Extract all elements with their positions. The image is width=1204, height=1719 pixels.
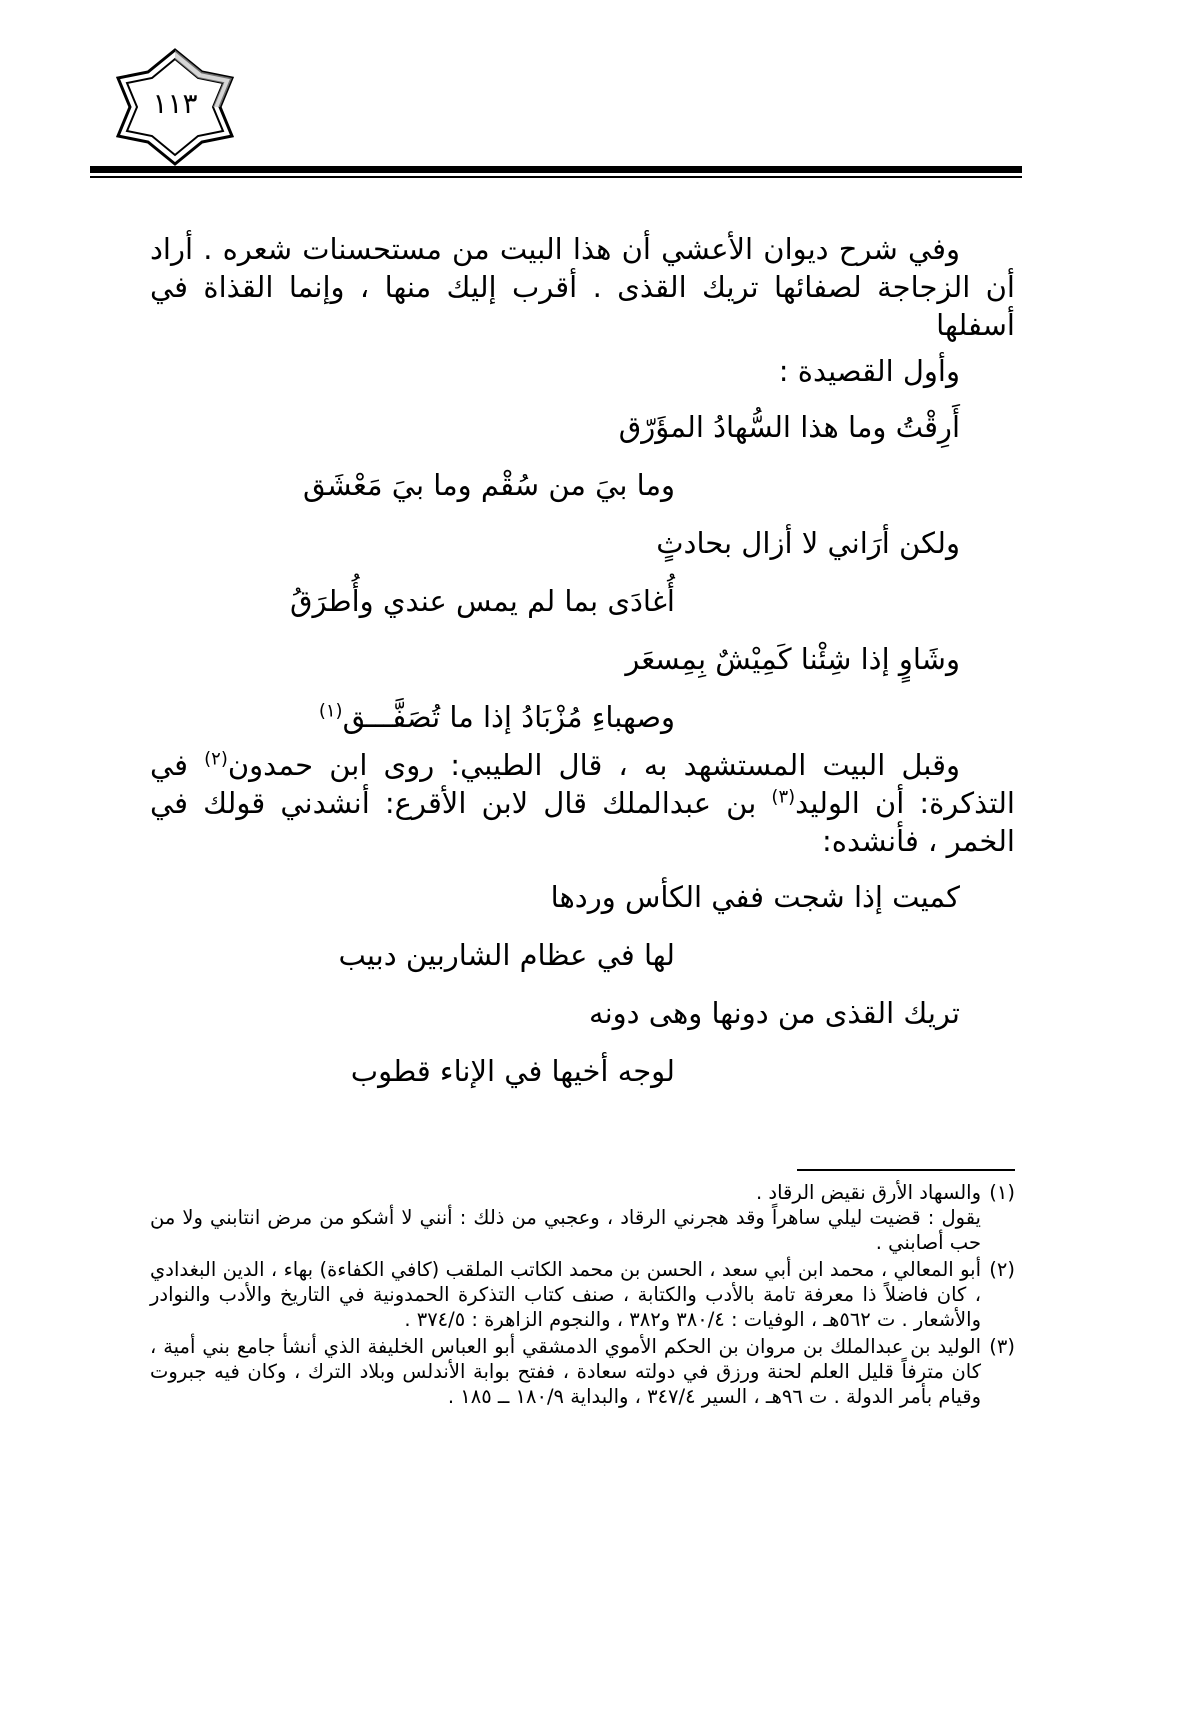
verse-line	[150, 926, 1015, 984]
verse-hemistich: لوجه أخيها في الإناء قطوب	[350, 1054, 675, 1088]
footnote-text: أبو المعالي ، محمد ابن أبي سعد ، الحسن بن محمد الكاتب الملقب (كافي الكفاءة) بهاء ، الدين البغدادي ، كان فاضلاً ذا معرفة تامة بالأدب والكتابة ، صنف كتاب التذكرة الحمدونية في التاريخ والأدب والنوادر والأشعار . ت ٥٦٢هـ ، الوفيات : ٣٨٠/٤ و٣٨٢ ، والنجوم الزاهرة : ٣٧٤/٥ .	[150, 1258, 981, 1331]
verse-line	[150, 984, 1015, 1042]
paragraph-text: في التذكرة: أن الوليد	[150, 748, 1015, 820]
verse-hemistich: لها في عظام الشاربين دبيب	[338, 938, 675, 972]
page-number: ١١٣	[152, 87, 198, 120]
footnote	[150, 1334, 1015, 1409]
verse-hemistich: تريك القذى من دونها وهى دونه	[589, 996, 960, 1030]
verse-hemistich: وشَاوٍ إذا شِئْنا كَمِيْشٌ بِمِسعَر	[625, 642, 960, 676]
verse-line	[150, 630, 1015, 688]
footnote	[150, 1180, 1015, 1255]
verse-line	[150, 1042, 1015, 1100]
verse-line	[150, 868, 1015, 926]
footnote-ref: (١)	[318, 700, 343, 722]
footnote-number: (٢)	[989, 1258, 1015, 1281]
poem	[150, 868, 1015, 1100]
paragraph-text: وقبل البيت المستشهد به ، قال الطيبي: روى ابن حمدون	[227, 748, 960, 782]
verse-hemistich: أَرِقْتُ وما هذا السُّهادُ المؤَرّق	[618, 410, 960, 444]
verse-hemistich: وما بيَ من سُقْم وما بيَ مَعْشَق	[302, 468, 675, 502]
paragraph-text: بن عبدالملك قال لابن الأقرع: أنشدني قولك في الخمر ، فأنشده:	[150, 786, 1015, 858]
verse-line	[150, 688, 1015, 746]
header-rule-thick	[90, 166, 1022, 173]
footnote-number: (١)	[989, 1181, 1015, 1204]
page-number-badge	[110, 42, 240, 172]
footnote-text: يقول : قضيت ليلي ساهراً وقد هجرني الرقاد ، وعجبي من ذلك : أنني لا أشكو من مرض انتابني ولا من حب أصابني .	[150, 1206, 981, 1254]
verse-text: وصهباءِ مُزْبَادُ إذا ما تُصَفَّـــق	[342, 700, 675, 734]
footnotes	[150, 1180, 1015, 1411]
footnote-separator	[797, 1169, 1015, 1171]
verse-hemistich: كميت إذا شجت ففي الكأس وردها	[550, 880, 960, 914]
paragraph: وفي شرح ديوان الأعشي أن هذا البيت من مستحسنات شعره . أراد أن الزجاجة لصفائها تريك القذى . أقرب إليك منها ، وإنما القذاة في أسفلها	[150, 232, 1015, 342]
verse-line	[150, 398, 1015, 456]
footnote-text: الوليد بن عبدالملك بن مروان بن الحكم الأموي الدمشقي أبو العباس الخليفة الذي أنشأ جامع بني أمية ، كان مترفاً قليل العلم لحنة ورزق في دولته سعادة ، ففتح بوابة الأندلس وبلاد الترك ، وكان فيه جبروت وقيام بأمر الدولة . ت ٩٦هـ ، السير ٣٤٧/٤ ، والبداية ١٨٠/٩ ــ ١٨٥ .	[150, 1335, 981, 1408]
verse-line	[150, 572, 1015, 630]
paragraph	[150, 746, 1015, 860]
verse-hemistich: أُغادَى بما لم يمس عندي وأُطرَقُ	[289, 584, 675, 618]
verse-line	[150, 456, 1015, 514]
paragraph: وأول القصيدة :	[778, 354, 960, 388]
header-rule-thin	[90, 176, 1022, 178]
verse-hemistich	[319, 688, 675, 746]
footnote-text: والسهاد الأرق نقيض الرقاد .	[756, 1181, 981, 1204]
footnote-ref: (٣)	[771, 786, 796, 808]
footnote-ref: (٢)	[204, 748, 228, 770]
footnote-number: (٣)	[989, 1335, 1015, 1358]
verse-hemistich: ولكن أرَاني لا أزال بحادثٍ	[656, 526, 960, 560]
verse-line	[150, 514, 1015, 572]
poem	[150, 398, 1015, 746]
main-text	[150, 230, 1015, 1100]
footnote	[150, 1257, 1015, 1332]
